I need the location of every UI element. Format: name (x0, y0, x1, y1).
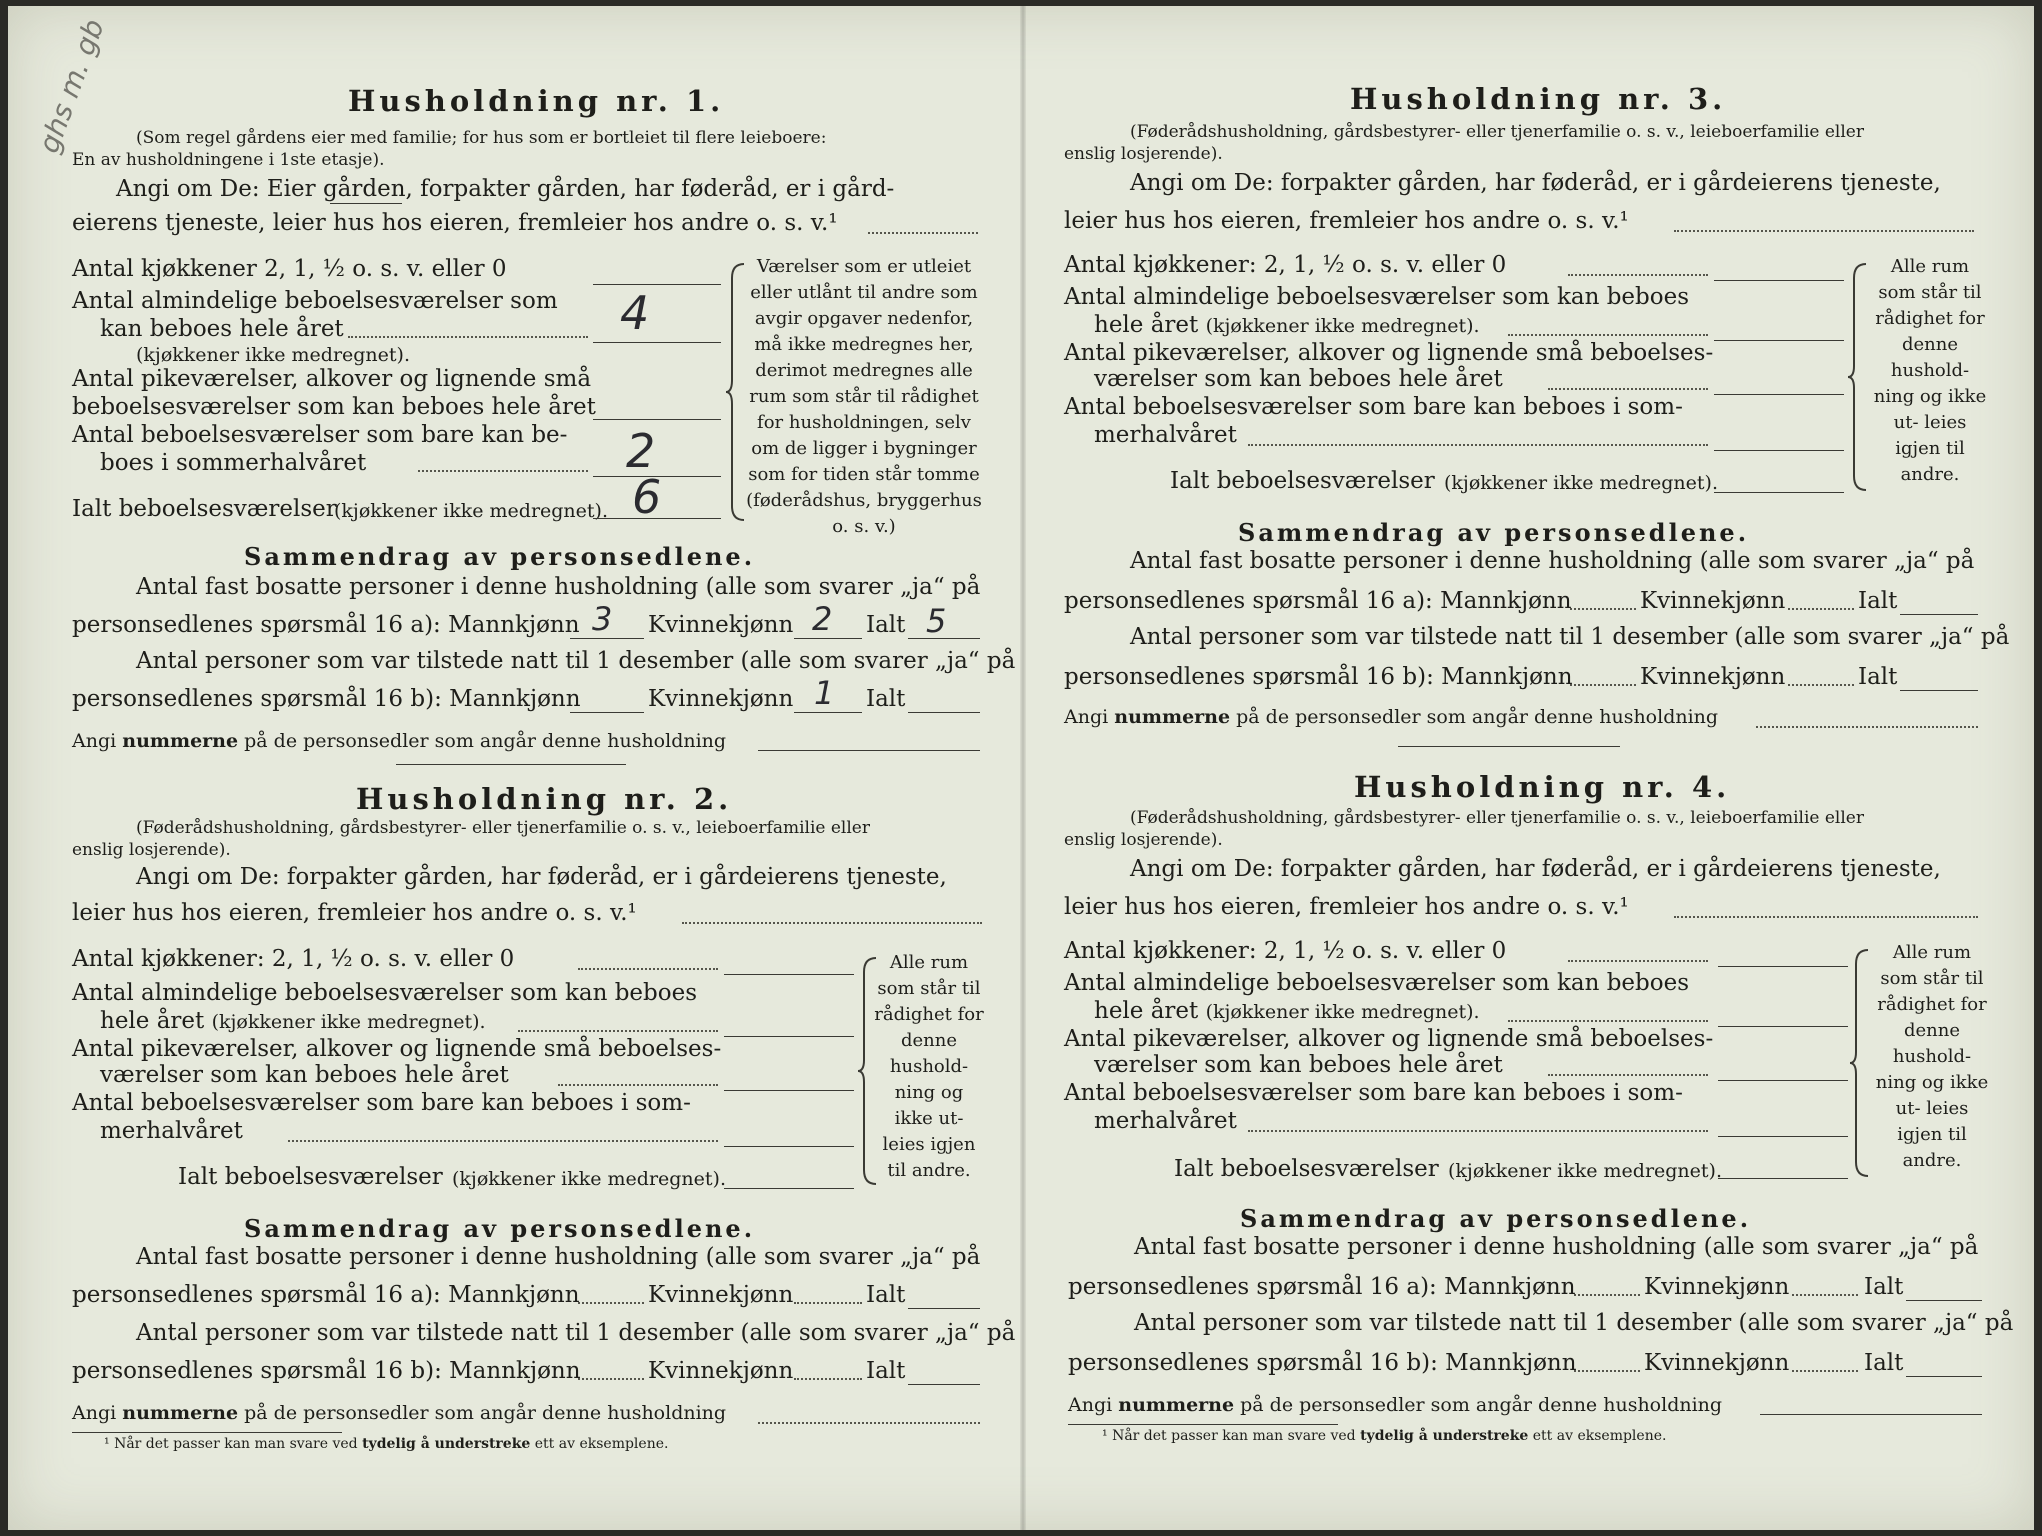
h1-a-ialt-value: 5 (926, 602, 947, 640)
h2-ialt-field (724, 1188, 854, 1189)
h3-b-kvinne-field (1788, 684, 1854, 686)
h4-angi-line2: leier hus hos eieren, fremleier hos andre o. s. v.¹ (1064, 894, 1629, 920)
h3-b-ialt-field (1900, 690, 1978, 691)
h4-som-field (1718, 1136, 1848, 1137)
h3-pike-field (1714, 394, 1844, 395)
h4-alm-field (1718, 1026, 1848, 1027)
h1-row-ialt: Ialt beboelsesværelser (72, 496, 337, 522)
h1-ialt-value: 6 (632, 470, 662, 524)
h2-sum-a-1: Antal fast bosatte personer i denne husholdning (alle som svarer „ja“ på (136, 1244, 981, 1270)
h4-b-kvinne-field (1792, 1370, 1858, 1372)
h3-row-alm-2: hele året (kjøkkener ikke medregnet). (1094, 312, 1480, 338)
h4-brace (1850, 948, 1874, 1178)
h2-row-pike-1: Antal pikeværelser, alkover og lignende små beboelses- (72, 1036, 722, 1062)
h4-angi-fill (1674, 916, 1978, 918)
h4-title: Husholdning nr. 4. (1354, 770, 1731, 804)
h4-pike-field (1718, 1080, 1848, 1081)
h1-som-value: 2 (626, 424, 656, 478)
h3-sum-b-kvinne: Kvinnekjønn (1640, 664, 1786, 690)
h2-sum-a-ialt: Ialt (866, 1282, 906, 1308)
h3-row-ialt-note: (kjøkkener ikke medregnet). (1444, 472, 1718, 494)
h3-sum-a-ialt: Ialt (1858, 588, 1898, 614)
h3-ialt-field (1714, 492, 1844, 493)
h3-sum-a-kvinne: Kvinnekjønn (1640, 588, 1786, 614)
h1-b-mann-field (570, 712, 644, 713)
census-sheet (8, 6, 2034, 1530)
h1-angi-line2: eierens tjeneste, leier hus hos eieren, fremleier hos andre o. s. v.¹ (72, 210, 838, 236)
h3-sum-b-1: Antal personer som var tilstede natt til 1 desember (alle som svarer „ja“ på (1130, 624, 2010, 650)
h1-title: Husholdning nr. 1. (348, 84, 725, 118)
h2-footnote-rule (72, 1432, 342, 1433)
h4-row-pike-2: værelser som kan beboes hele året (1094, 1052, 1503, 1078)
h3-row-som-1: Antal beboelsesværelser som bare kan beboes i som- (1064, 394, 1683, 420)
h4-row-som-1: Antal beboelsesværelser som bare kan beboes i som- (1064, 1080, 1683, 1106)
h1-nummer-field (758, 750, 980, 751)
h3-b-mann-field (1570, 684, 1636, 686)
h1-alm-dots (348, 336, 588, 338)
h1-row-pike-2: beboelsesværelser som kan beboes hele året (72, 394, 596, 420)
h2-row-pike-2: værelser som kan beboes hele året (100, 1062, 509, 1088)
h3-a-mann-field (1570, 608, 1636, 610)
h1-sum-a-1: Antal fast bosatte personer i denne husholdning (alle som svarer „ja“ på (136, 574, 981, 600)
h1-kjokken-field (593, 284, 721, 285)
h4-alm-dots (1508, 1020, 1708, 1022)
h4-row-som-2: merhalvåret (1094, 1108, 1237, 1134)
h2-intro-line1: (Føderådshusholdning, gårdsbestyrer- eller tjenerfamilie o. s. v., leieboerfamilie eller (136, 818, 870, 838)
h2-b-mann-field (578, 1378, 644, 1380)
h3-a-kvinne-field (1788, 608, 1854, 610)
h2-row-ialt: Ialt beboelsesværelser (178, 1164, 443, 1190)
h1-row-kjokken: Antal kjøkkener 2, 1, ½ o. s. v. eller 0 (72, 256, 507, 282)
h2-sum-b-ialt: Ialt (866, 1358, 906, 1384)
h3-row-kjokken: Antal kjøkkener: 2, 1, ½ o. s. v. eller 0 (1064, 252, 1507, 278)
h3-pike-dots (1548, 388, 1708, 390)
h2-nummer-field (758, 1422, 980, 1424)
h4-kjokken-field (1718, 966, 1848, 967)
h4-row-alm-2: hele året (kjøkkener ikke medregnet). (1094, 998, 1480, 1024)
h3-row-pike-2: værelser som kan beboes hele året (1094, 366, 1503, 392)
h3-row-pike-1: Antal pikeværelser, alkover og lignende små beboelses- (1064, 340, 1714, 366)
h2-intro-line2: enslig losjerende). (72, 840, 231, 860)
h3-row-alm-1: Antal almindelige beboelsesværelser som kan beboes (1064, 284, 1690, 310)
h2-row-ialt-note: (kjøkkener ikke medregnet). (452, 1168, 726, 1190)
h4-footnote-rule (1068, 1424, 1338, 1425)
h3-sum-a-2: personsedlenes spørsmål 16 a): Mannkjønn (1064, 588, 1572, 614)
h1-intro-line2: En av husholdningene i 1ste etasje). (72, 150, 385, 170)
h4-som-dots (1248, 1130, 1708, 1132)
h3-kjokken-dots (1568, 274, 1708, 276)
h3-som-field (1714, 450, 1844, 451)
h4-a-kvinne-field (1792, 1294, 1858, 1296)
h1-row-som-1: Antal beboelsesværelser som bare kan be- (72, 422, 568, 448)
h3-nummer-field (1756, 726, 1978, 728)
h2-angi-fill (682, 922, 982, 924)
h3-row-som-2: merhalvåret (1094, 422, 1237, 448)
h1-intro-line1: (Som regel gårdens eier med familie; for hus som er bortleiet til flere leieboere: (136, 128, 827, 148)
h1-b-kvinne-value: 1 (814, 674, 835, 712)
h2-kjokken-dots (578, 968, 718, 970)
h3-side-note: Alle rum som står til rådighet for denne hushold- ning og ikke ut- leies igjen til andre. (1873, 256, 1987, 485)
h3-angi-line1: Angi om De: forpakter gården, har føderåd, er i gårdeierens tjeneste, (1130, 170, 1941, 196)
h4-footnote: ¹ Når det passer kan man svare ved tydelig å understreke ett av eksemplene. (1102, 1428, 1667, 1444)
h1-alm-field (593, 342, 721, 343)
h1-b-kvinne-field (794, 712, 862, 713)
h1-alm-value: 4 (620, 286, 650, 340)
h4-row-ialt-note: (kjøkkener ikke medregnet). (1448, 1160, 1722, 1182)
h3-row-ialt: Ialt beboelsesværelser (1170, 468, 1435, 494)
h3-sum-b-ialt: Ialt (1858, 664, 1898, 690)
h1-sum-a-kvinne: Kvinnekjønn (648, 612, 794, 638)
h2-b-kvinne-field (794, 1378, 862, 1380)
h3-angi-line2: leier hus hos eieren, fremleier hos andre o. s. v.¹ (1064, 208, 1629, 234)
h3-sum-title: Sammendrag av personsedlene. (1238, 518, 1750, 547)
h4-sum-title: Sammendrag av personsedlene. (1240, 1204, 1752, 1233)
h4-kjokken-dots (1568, 960, 1708, 962)
h4-sum-b-kvinne: Kvinnekjønn (1644, 1350, 1790, 1376)
h3-alm-field (1714, 340, 1844, 341)
h2-kjokken-field (724, 974, 854, 975)
h2-b-ialt-field (908, 1384, 980, 1385)
h1-a-kvinne-field (794, 638, 862, 639)
h4-nummer-field (1760, 1414, 1982, 1415)
h4-row-kjokken: Antal kjøkkener: 2, 1, ½ o. s. v. eller 0 (1064, 938, 1507, 964)
h3-sum-a-1: Antal fast bosatte personer i denne husholdning (alle som svarer „ja“ på (1130, 548, 1975, 574)
h1-angi-fill (868, 232, 978, 234)
h1-a-mann-value: 3 (592, 600, 613, 638)
h2-angi-line2: leier hus hos eieren, fremleier hos andre o. s. v.¹ (72, 900, 637, 926)
h1-angi-line1: Angi om De: Eier gården, forpakter gården, har føderåd, er i gård- (116, 176, 895, 202)
h4-sum-a-2: personsedlenes spørsmål 16 a): Mannkjønn (1068, 1274, 1576, 1300)
h1-sum-a-2: personsedlenes spørsmål 16 a): Mannkjønn (72, 612, 580, 638)
h1-row-alm-1: Antal almindelige beboelsesværelser som (72, 288, 558, 314)
h2-title: Husholdning nr. 2. (356, 782, 733, 816)
h4-side-note: Alle rum som står til rådighet for denne hushold- ning og ikke ut- leies igjen til andre. (1875, 942, 1989, 1171)
h3-alm-dots (1508, 334, 1708, 336)
h3-som-dots (1248, 444, 1708, 446)
h4-sum-a-ialt: Ialt (1864, 1274, 1904, 1300)
h1-a-mann-field (570, 638, 644, 639)
h4-row-ialt: Ialt beboelsesværelser (1174, 1156, 1439, 1182)
h2-sum-b-kvinne: Kvinnekjønn (648, 1358, 794, 1384)
h1-sum-b-2: personsedlenes spørsmål 16 b): Mannkjønn (72, 686, 581, 712)
h2-alm-dots (518, 1030, 718, 1032)
h4-row-alm-1: Antal almindelige beboelsesværelser som kan beboes (1064, 970, 1690, 996)
h1-som-dots (418, 470, 588, 472)
h2-som-field (724, 1146, 854, 1147)
h2-row-som-1: Antal beboelsesværelser som bare kan beboes i som- (72, 1090, 691, 1116)
h1-nummer-label: Angi nummerne på de personsedler som angår denne husholdning (72, 730, 727, 752)
h2-a-kvinne-field (794, 1302, 862, 1304)
h1-row-alm-3: (kjøkkener ikke medregnet). (136, 344, 410, 366)
h3-kjokken-field (1714, 280, 1844, 281)
h3-intro-line1: (Føderådshusholdning, gårdsbestyrer- eller tjenerfamilie o. s. v., leieboerfamilie eller (1130, 122, 1864, 142)
h1-sum-b-1: Antal personer som var tilstede natt til 1 desember (alle som svarer „ja“ på (136, 648, 1016, 674)
h2-som-dots (288, 1140, 718, 1142)
h1-separator (396, 764, 626, 765)
h4-sum-a-kvinne: Kvinnekjønn (1644, 1274, 1790, 1300)
h4-row-pike-1: Antal pikeværelser, alkover og lignende små beboelses- (1064, 1026, 1714, 1052)
h1-row-alm-2: kan beboes hele året (100, 316, 344, 342)
h4-a-mann-field (1574, 1294, 1640, 1296)
h4-sum-b-1: Antal personer som var tilstede natt til 1 desember (alle som svarer „ja“ på (1134, 1310, 2014, 1336)
h4-a-ialt-field (1906, 1300, 1982, 1301)
h2-row-alm-1: Antal almindelige beboelsesværelser som kan beboes (72, 980, 698, 1006)
h4-nummer-label: Angi nummerne på de personsedler som angår denne husholdning (1068, 1394, 1723, 1416)
h3-title: Husholdning nr. 3. (1350, 82, 1727, 116)
h2-pike-dots (558, 1084, 718, 1086)
h2-row-kjokken: Antal kjøkkener: 2, 1, ½ o. s. v. eller 0 (72, 946, 515, 972)
h4-intro-line2: enslig losjerende). (1064, 830, 1223, 850)
h1-sum-b-kvinne: Kvinnekjønn (648, 686, 794, 712)
h1-sum-a-ialt: Ialt (866, 612, 906, 638)
h1-eier-underline (330, 203, 402, 204)
h4-b-mann-field (1574, 1370, 1640, 1372)
h2-pike-field (724, 1090, 854, 1091)
h2-angi-line1: Angi om De: forpakter gården, har føderåd, er i gårdeierens tjeneste, (136, 864, 947, 890)
h2-sum-b-2: personsedlenes spørsmål 16 b): Mannkjønn (72, 1358, 581, 1384)
h1-sum-b-ialt: Ialt (866, 686, 906, 712)
h1-pike-field (593, 419, 721, 420)
h3-intro-line2: enslig losjerende). (1064, 144, 1223, 164)
h4-ialt-field (1718, 1178, 1848, 1179)
h2-a-mann-field (578, 1302, 644, 1304)
margin-pencil-note: ghs m. gb (32, 14, 111, 158)
h4-angi-line1: Angi om De: forpakter gården, har føderåd, er i gårdeierens tjeneste, (1130, 856, 1941, 882)
h1-b-ialt-field (908, 712, 980, 713)
h2-sum-a-2: personsedlenes spørsmål 16 a): Mannkjønn (72, 1282, 580, 1308)
h2-alm-field (724, 1036, 854, 1037)
h2-row-alm-2: hele året (kjøkkener ikke medregnet). (100, 1008, 486, 1034)
page-fold (1020, 6, 1026, 1530)
h2-side-note: Alle rum som står til rådighet for denne hushold- ning og ikke ut- leies igjen til andre. (874, 952, 984, 1181)
h3-nummer-label: Angi nummerne på de personsedler som angår denne husholdning (1064, 706, 1719, 728)
h2-footnote: ¹ Når det passer kan man svare ved tydelig å understreke ett av eksemplene. (104, 1436, 669, 1452)
h1-a-kvinne-value: 2 (812, 600, 833, 638)
h3-sum-b-2: personsedlenes spørsmål 16 b): Mannkjønn (1064, 664, 1573, 690)
h2-a-ialt-field (908, 1308, 980, 1309)
h3-separator (1398, 746, 1620, 747)
h1-row-pike-1: Antal pikeværelser, alkover og lignende små (72, 366, 592, 392)
h3-angi-fill (1674, 230, 1974, 232)
h3-a-ialt-field (1900, 614, 1978, 615)
h2-sum-b-1: Antal personer som var tilstede natt til 1 desember (alle som svarer „ja“ på (136, 1320, 1016, 1346)
h3-brace (1848, 262, 1872, 492)
h1-row-som-2: boes i sommerhalvåret (100, 450, 367, 476)
h1-row-ialt-note: (kjøkkener ikke medregnet). (334, 500, 608, 522)
h1-sum-title: Sammendrag av personsedlene. (244, 542, 756, 571)
h4-intro-line1: (Føderådshusholdning, gårdsbestyrer- eller tjenerfamilie o. s. v., leieboerfamilie eller (1130, 808, 1864, 828)
h2-nummer-label: Angi nummerne på de personsedler som angår denne husholdning (72, 1402, 727, 1424)
h4-sum-b-2: personsedlenes spørsmål 16 b): Mannkjønn (1068, 1350, 1577, 1376)
h4-pike-dots (1548, 1074, 1708, 1076)
h1-side-note: Værelser som er utleiet eller utlånt til andre som avgir opgaver nedenfor, må ikke medregnes her, derimot medregnes alle rum som står til rådighet for husholdningen, selv om de ligger i bygninger som for tiden står tomme (føderådshus, bryggerhus o. s. v.) (746, 256, 982, 537)
h2-sum-title: Sammendrag av personsedlene. (244, 1214, 756, 1243)
h2-sum-a-kvinne: Kvinnekjønn (648, 1282, 794, 1308)
h4-sum-b-ialt: Ialt (1864, 1350, 1904, 1376)
h4-b-ialt-field (1906, 1376, 1982, 1377)
h2-row-som-2: merhalvåret (100, 1118, 243, 1144)
h4-sum-a-1: Antal fast bosatte personer i denne husholdning (alle som svarer „ja“ på (1134, 1234, 1979, 1260)
